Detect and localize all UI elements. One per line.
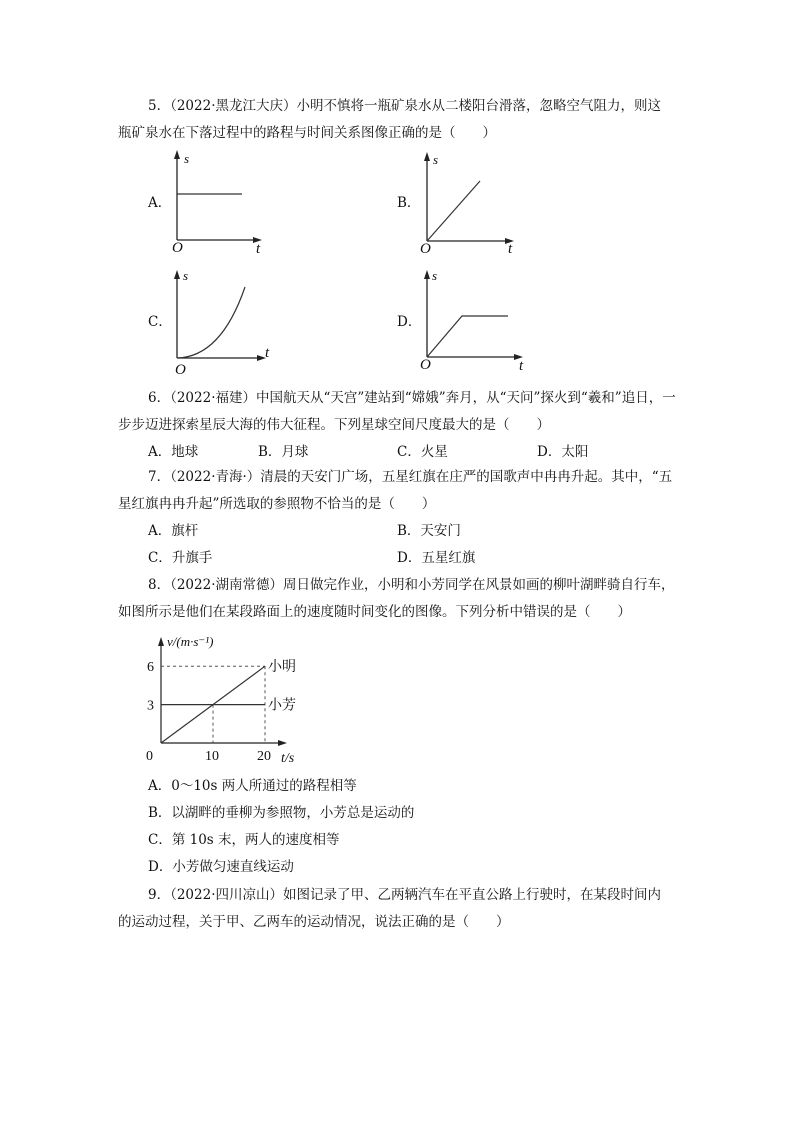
q7-text-line1: 7．（2022·青海·）清晨的天安门广场，五星红旗在庄严的国歌声中冉冉升起。其中，“五 (148, 469, 673, 485)
q8-text-line2: 如图所示是他们在某段路面上的速度随时间变化的图像。下列分析中错误的是（ ） (118, 604, 631, 620)
q9-text-line1: 9．（2022·四川凉山）如图记录了甲、乙两辆汽车在平直公路上行驶时，在某段时间内 (148, 887, 661, 903)
series-label-1: 小明 (268, 660, 296, 676)
q6-option-b: B．月球 (258, 444, 309, 460)
q5-text-line1: 5．（2022·黑龙江大庆）小明不慎将一瓶矿泉水从二楼阳台滑落，忽略空气阻力，则这 (148, 98, 661, 114)
q6-text-line2: 步步迈进探索星辰大海的伟大征程。下列星球空间尺度最大的是（ ） (118, 417, 550, 433)
q5d-axis-s: s (432, 268, 438, 283)
q8-option-c: C．第 10s 末，两人的速度相等 (148, 832, 340, 848)
x-axis-arrow (278, 740, 287, 746)
q5-graph-a (160, 145, 280, 255)
q7-option-c: C．升旗手 (148, 550, 213, 566)
q5c-axis-s: s (183, 268, 189, 283)
q6-option-c: C．火星 (397, 444, 448, 460)
y-tick-label-3: 3 (147, 698, 154, 714)
q7-text-line2: 星红旗冉冉升起”所选取的参照物不恰当的是（ ） (118, 496, 436, 512)
x-tick-label-20: 20 (257, 749, 271, 764)
q7-option-a: A．旗杆 (148, 523, 199, 539)
q5b-origin: O (420, 241, 431, 257)
q5-option-b-label: B． (397, 195, 421, 211)
q8-option-a: A．0～10s 两人所通过的路程相等 (148, 778, 357, 794)
q5d-origin: O (420, 357, 431, 373)
q5-graph-c (161, 265, 281, 378)
q7-option-b: B．天安门 (397, 523, 461, 539)
y-axis-arrow (158, 637, 164, 646)
velocity-time-chart (140, 628, 350, 768)
q9-text-line2: 的运动过程，关于甲、乙两车的运动情况，说法正确的是（ ） (118, 914, 510, 930)
q6-option-a: A．地球 (148, 444, 199, 460)
q5-graph-b (412, 147, 532, 257)
q5a-axis-s: s (184, 151, 190, 166)
q5a-axis-t: t (256, 241, 261, 257)
q5-option-a-label: A． (148, 195, 172, 211)
q5d-axis-t: t (519, 358, 524, 374)
y-axis-title: v/(m·s⁻¹) (167, 634, 214, 649)
q5c-origin: O (175, 362, 186, 378)
q5b-axis-s: s (433, 152, 439, 167)
series-label-2: 小芳 (268, 698, 296, 714)
y-tick-label-6: 6 (147, 660, 154, 676)
q5c-axis-t: t (265, 345, 270, 361)
q6-text-line1: 6．（2022·福建）中国航天从“天宫”建站到“嫦娥”奔月，从“天问”探火到“羲和”追日，一 (148, 390, 676, 406)
q5b-axis-t: t (508, 241, 513, 257)
q5-graph-d (412, 265, 532, 375)
x-tick-label-0: 0 (146, 749, 153, 764)
x-axis-title: t/s (281, 751, 295, 766)
q6-option-d: D．太阳 (537, 444, 589, 460)
q5a-origin: O (172, 240, 183, 256)
q8-option-d: D．小芳做匀速直线运动 (148, 859, 294, 875)
q8-text-line1: 8．（2022·湖南常德）周日做完作业，小明和小芳同学在风景如画的柳叶湖畔骑自行车， (148, 577, 675, 593)
q5-option-c-label: C． (148, 314, 172, 330)
x-tick-label-10: 10 (205, 749, 219, 764)
q5-text-line2: 瓶矿泉水在下落过程中的路程与时间关系图像正确的是（ ） (118, 125, 496, 141)
q5-option-d-label: D． (397, 314, 422, 330)
q8-option-b: B．以湖畔的垂柳为参照物，小芳总是运动的 (148, 805, 415, 821)
q7-option-d: D．五星红旗 (397, 550, 476, 566)
